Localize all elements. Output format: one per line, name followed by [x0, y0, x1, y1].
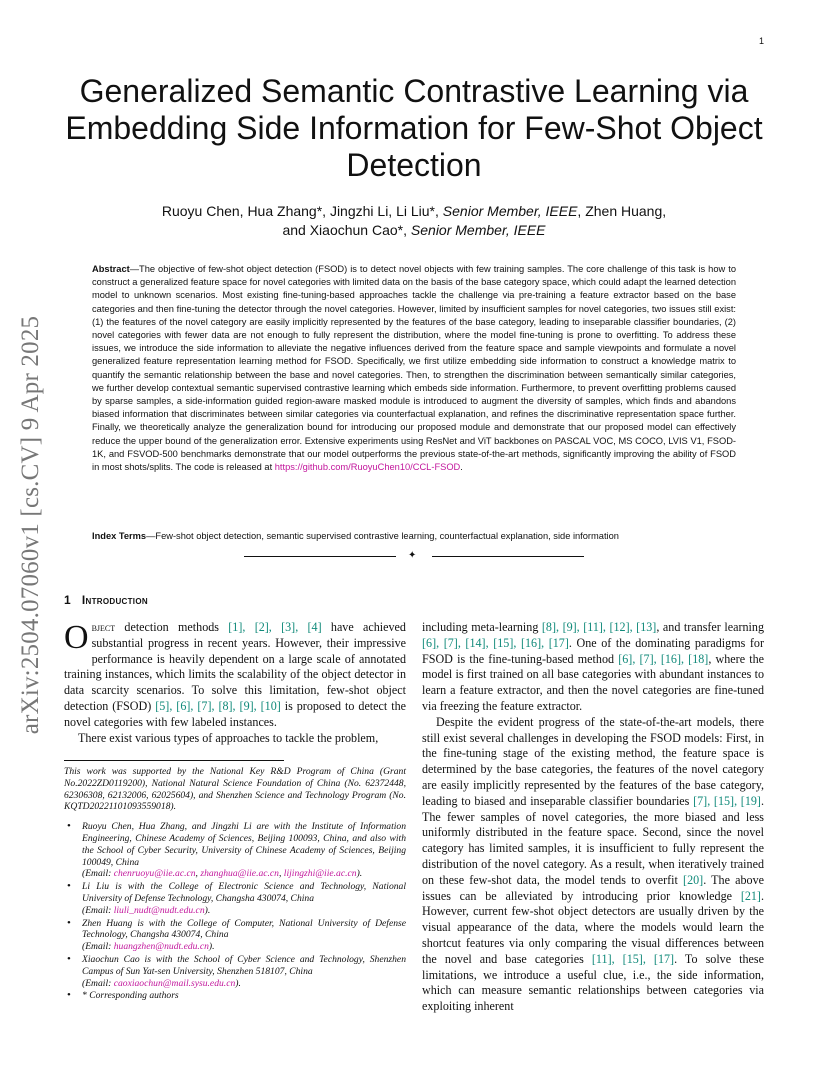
email-link[interactable]: zhanghua@iie.ac.cn	[200, 868, 279, 880]
intro-text: . The above issues can be alleviated by introducing prior knowledge	[422, 872, 765, 903]
divider-line-right	[432, 556, 584, 557]
section-title: Introduction	[81, 593, 148, 607]
right-column	[422, 620, 764, 1015]
email-prefix: (Email:	[82, 904, 114, 916]
affiliation-item: • Li Liu is with the College of Electronic Science and Technology, National University of Defense Technology, Changsha 430074, China (Email: liuli_nudt@nudt.edu.cn).	[64, 881, 406, 916]
paper-title: Generalized Semantic Contrastive Learning via Embedding Side Information for Few-Shot Object Detection	[65, 73, 763, 183]
citation-link[interactable]: [6], [7], [16], [18]	[618, 651, 709, 666]
author-role: Senior Member, IEEE	[442, 203, 578, 219]
arxiv-stamp-text: arXiv:2504.07060v1 [cs.CV] 9 Apr 2025	[17, 315, 44, 735]
affiliation-text: Xiaochun Cao is with the School of Cyber Science and Technology, Shenzhen Campus of Sun Yat-sen University, Shenzhen 518107, China	[82, 953, 406, 977]
index-terms-label: Index Terms	[92, 531, 147, 541]
intro-paragraph-1	[64, 620, 406, 731]
email-prefix: (Email:	[82, 868, 114, 880]
intro-text: have achieved substantial progress in recent years. However, their impressive performance is heavily dependent on a large scale of annotated training instances, which limits the scalability of the object detector in data scarcity scenarios. To solve this limitation, few-shot object detection (FSOD)	[64, 620, 406, 713]
abstract-text: —The objective of few-shot object detection (FSOD) is to detect novel objects with few training samples. The core challenge of this task is how to construct a generalized feature space for novel categories with limited data on the basis of the base category space, which could adapt the learned detection model to unknown scenarios. Most existing fine-tuning-based approaches tackle the challenge via pre-training a feature extractor based on the base categories and then fine-tuning the detector through the novel categories. However, limited by insufficient samples for novel categories, two issues still exist: (1) the features of the novel category are easily implicitly represented by the features of the base category, leading to inseparable classifier boundaries, (2) novel categories with fewer data are not enough to fully represent the distribution, where the model fine-tuning is prone to overfitting. To address these issues, we introduce the side information to alleviate the negative influences derived from the feature space and sample viewpoints and formulate a novel generalized feature representation learning method for FSOD. Specifically, we first utilize embedding side information to construct a knowledge matrix to quantify the semantic relationship between the base and novel categories. Then, to strengthen the discrimination between semantically similar categories, we further develop contextual semantic supervised contrastive learning which embeds side information. Furthermore, to prevent overfitting problems caused by sparse samples, a side-information guided region-aware masked module is introduced to augment the diversity of samples, which finds and abandons biased information that discriminates between similar categories via counterfactual explanation, and refines the discriminative representation space further. Finally, we theoretically analyze the generalization bound for introducing our proposed module and demonstrate that our proposed model can effectively reduce the upper bound of the generalization error. Extensive experiments using ResNet and ViT backbones on PASCAL VOC, MS COCO, LVIS V1, FSOD-1K, and FSVOD-500 benchmarks demonstrate that our model outperforms the previous state-of-the-art methods, significantly improving the ability of FSOD in most shots/splits. The code is released at	[92, 264, 736, 473]
section-heading	[64, 593, 148, 607]
authors-line1-end: , Zhen Huang,	[577, 203, 667, 219]
intro-first-word: bject	[91, 620, 116, 634]
citation-link[interactable]: [20]	[683, 872, 704, 887]
citation-link[interactable]: [7], [15], [19]	[693, 793, 761, 808]
affiliation-item: • Ruoyu Chen, Hua Zhang, and Jingzhi Li are with the Institute of Information Engineering, Chinese Academy of Sciences, Beijing 100093, China, and also with the School of Cyber Security, University of Chinese Academy of Sciences, Beijing 100049, China (Email: chenruoyu@iie.ac.cn, zhanghua@iie.ac.cn, lijingzhi@iie.ac.cn).	[64, 821, 406, 880]
intro-text: , and transfer learning	[656, 620, 764, 634]
code-link[interactable]: https://github.com/RuoyuChen10/CCL-FSOD	[274, 462, 461, 473]
intro-text: Despite the evident progress of the state-of-the-art models, there still exist several challenges in developing the FSOD models: First, in the fine-tuning stage of the existing method, the feature space is determined by the base categories, the features of the novel category are easily implicitly represented by the features of the base category, leading to biased and inseparable classifier boundaries	[422, 714, 764, 808]
drop-cap: O	[64, 619, 89, 656]
abstract	[92, 263, 736, 474]
funding-note: This work was supported by the National Key R&D Program of China (Grant No.2022ZD0119200), National Natural Science Foundation of China (No. 62372448, 62306308, 62132006, 62025604), and Shenzhen Science and Technology Program (No. KQTD20221101093559018).	[64, 766, 406, 813]
email-link[interactable]: huangzhen@nudt.edu.cn	[113, 941, 209, 953]
intro-text: . However, current few-shot object detectors are usually driven by the visual appearance of the data, where the models would learn the shortcut features via only comparing the visual differences between the novel and base categories	[422, 888, 764, 966]
citation-link[interactable]: [11], [15], [17]	[591, 951, 675, 966]
affiliation-list	[64, 821, 406, 1002]
divider-line-left	[244, 556, 396, 557]
index-terms-text: —Few-shot object detection, semantic supervised contrastive learning, counterfactual explanation, side information	[146, 531, 619, 541]
intro-paragraph-3	[422, 620, 764, 715]
abstract-label: Abstract	[92, 264, 130, 274]
intro-text: . One of the dominating paradigms for FSOD is the fine-tuning-based method	[422, 635, 765, 666]
email-link[interactable]: liuli_nudt@nudt.edu.cn	[113, 904, 205, 916]
affiliation-text: Zhen Huang is with the College of Computer, National University of Defense Technology, Changsha 430074, China	[82, 917, 406, 941]
authors-line1: Ruoyu Chen, Hua Zhang*, Jingzhi Li, Li Liu*,	[161, 203, 439, 219]
left-column	[64, 620, 406, 746]
abstract-end: .	[460, 462, 463, 473]
footnote-rule	[64, 760, 284, 761]
authors-line2: and Xiaochun Cao*,	[282, 222, 408, 238]
intro-paragraph-4	[422, 715, 764, 1015]
email-link[interactable]: caoxiaochun@mail.sysu.edu.cn	[113, 977, 236, 989]
arxiv-stamp	[10, 290, 52, 760]
section-number: 1	[64, 593, 71, 607]
citation-link[interactable]: [21]	[740, 888, 761, 903]
intro-text: . The fewer samples of novel categories, the more biased and less uniformly distributed in the feature space. Second, since the novel category has limited samples, it is insufficient to fully represent the distribution of the novel category. As a result, when iteratively trained on these few-shot data, the model tends to overfit	[422, 793, 764, 887]
page-number: 1	[758, 36, 764, 46]
citation-link[interactable]: [6], [7], [14], [15], [16], [17]	[422, 635, 569, 650]
index-terms	[92, 530, 736, 543]
citation-link[interactable]: [1], [2], [3], [4]	[228, 620, 322, 634]
email-prefix: (Email:	[82, 941, 114, 953]
affiliation-item: • Zhen Huang is with the College of Computer, National University of Defense Technology, Changsha 430074, China (Email: huangzhen@nudt.edu.cn).	[64, 918, 406, 953]
intro-text: including meta-learning	[422, 620, 542, 634]
author-role: Senior Member, IEEE	[410, 222, 546, 238]
author-list	[80, 202, 748, 240]
affiliation-text: Li Liu is with the College of Electronic Science and Technology, National University of Defense Technology, Changsha 430074, China	[82, 881, 406, 904]
email-link[interactable]: lijingzhi@iie.ac.cn	[283, 868, 357, 880]
intro-text: detection methods	[115, 620, 229, 634]
citation-link[interactable]: [5], [6], [7], [8], [9], [10]	[155, 698, 281, 713]
affiliation-text: Ruoyu Chen, Hua Zhang, and Jingzhi Li are with the Institute of Information Engineering, Chinese Academy of Sciences, Beijing 100093, China, and also with the School of Cyber Security, University of Chinese Academy of Sciences, Beijing 100049, China	[82, 821, 406, 868]
section-divider	[244, 550, 584, 561]
intro-text: . To solve these limitations, we introduce a useful clue, i.e., the side information, which can measure semantic relationships between categories via exploiting inherent	[422, 951, 765, 1014]
affiliation-item: • Xiaochun Cao is with the School of Cyber Science and Technology, Shenzhen Campus of Sun Yat-sen University, Shenzhen 518107, China (Email: caoxiaochun@mail.sysu.edu.cn).	[64, 954, 406, 989]
divider-diamond-icon: ✦	[408, 550, 417, 561]
intro-text: , where the model is first trained on all base categories with abundant instances to learn a feature extractor, and then the novel categories are fine-tuned via freezing the feature extractor.	[422, 651, 765, 713]
email-link[interactable]: chenruoyu@iie.ac.cn	[113, 868, 196, 880]
footnotes	[64, 766, 406, 1003]
intro-paragraph-2: There exist various types of approaches to tackle the problem,	[78, 730, 379, 745]
corresponding-note: • * Corresponding authors	[64, 990, 406, 1002]
intro-text: is proposed to detect the novel categories with few labeled instances.	[64, 698, 406, 729]
email-prefix: (Email:	[82, 977, 114, 989]
citation-link[interactable]: [8], [9], [11], [12], [13]	[541, 620, 657, 634]
